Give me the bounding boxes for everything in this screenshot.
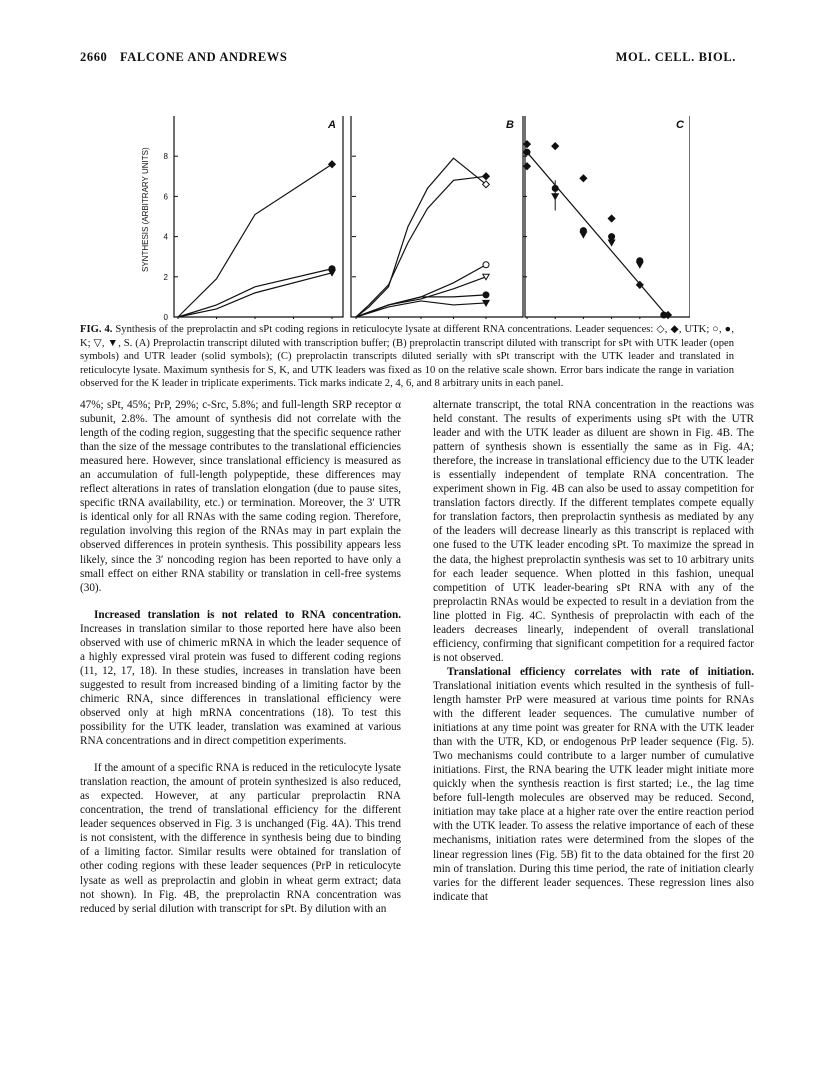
panel-letter: A bbox=[328, 119, 336, 131]
series-line bbox=[178, 164, 332, 317]
figure-plot-layer bbox=[164, 119, 685, 320]
right-paragraph-2: Translational initiation events which resulted in the synthesis of full-length hamster PrP were measured at various time points for RNAs with the different leader sequences. The cumulative number of initiations at any time point was greater for RNA with the UTK leader than with the UTR, KD, or endogenous PrP leader sequence (Fig. 5). Two mechanisms could contribute to a larger number of cumulative initiations. First, the RNA bearing the UTK leader might initiate more quickly when the synthesis reaction is first started; i.e., the lag time before full-length molecules are observed may be reduced. Second, initiation may take place at a higher rate over the entire reaction period with the UTK leader. To assess the relative importance of each of these mechanisms, initiation rates were determined from the slopes of the linear regression lines (Fig. 5B) fit to the data obtained for the first 20 min of translation. During this time period, the rate of initiation clearly varies for the different leader sequences. These regression lines also indicate that bbox=[433, 679, 754, 903]
data-point bbox=[608, 240, 614, 246]
section-heading-rna-concentration: Increased translation is not related to RNA concentration. bbox=[94, 608, 401, 621]
series-end-marker bbox=[483, 262, 489, 268]
series-end-marker bbox=[483, 173, 490, 180]
left-paragraph-3: If the amount of a specific RNA is reduced in the reticulocyte lysate translation reaction, the amount of protein synthesized is also reduced, as expected. However, at any particular preprolactin RNA concentration, the trend of translational efficiency for the different leader sequences observed in Fig. 3 is unchanged (Fig. 4A). This trend is not consistent, with the difference in synthesis being due to binding of a limiting factor. Similar results were obtained for translation of other coding regions with these leader sequences (PrP in reticulocyte lysate as well as preprolactin and globin in wheat germ extract; data not shown). In Fig. 4B, the preprolactin RNA concentration was reduced by serial dilution with transcript for sPt. By dilution with an bbox=[80, 762, 401, 915]
left-paragraph-1: 47%; sPt, 45%; PrP, 29%; c-Src, 5.8%; and full-length SRP receptor α subunit, 2.8%. The amount of synthesis did not correlate with the length of the coding region, suggesting that the specific sequence rather than the size of the message contributes to the translational efficiencies measured here. However, since translational efficiency is measured as an accumulation of full-length polypeptide, these differences may reflect alterations in rates of translation elongation (due to pause sites, specific tRNA availability, etc.) or termination. Moreover, the 3′ UTR is identical only for all RNAs with the same coding region. Therefore, regulation involving this region of the RNAs may in part explain the observed differences in protein synthesis. This possibility appears less likely, since the 3′ noncoding region has been reported to have only a small effect on either RNA stability or translation in cell-free systems (30). bbox=[80, 399, 401, 594]
data-point bbox=[580, 232, 586, 238]
data-point bbox=[609, 234, 615, 240]
page-number: 2660 bbox=[80, 50, 108, 64]
panel-letter: B bbox=[506, 119, 514, 131]
series-end-marker bbox=[483, 292, 489, 298]
panel-c-frame bbox=[525, 116, 690, 317]
data-point bbox=[552, 185, 558, 191]
left-paragraph-2: Increases in translation similar to those reported here have also been observed with use of chimeric mRNA in which the leader sequence of a highly expressed viral protein was fused to different coding regions (11, 12, 17, 18). In these studies, increases in translation have been suggested to result from increased binding of a limiting factor by the chimeric RNA, since differences in translational efficiency were observed only at high mRNA concentrations (18). To test this possibility for the UTK leader, translation was examined at various RNA concentrations and in direct competition experiments. bbox=[80, 622, 401, 748]
y-tick-label: 8 bbox=[163, 152, 168, 162]
caption-text: Synthesis of the preprolactin and sPt coding regions in reticulocyte lysate at different RNA concentrations. Leader sequences: ◇, ◆, UTK; ○, ●, K; ▽, ▼, S. (A) Preprolactin transcript diluted with transcription buffer; (B) preprolactin transcript diluted with transcript for sPt with UTK leader (open symbols) and UTR leader (solid symbols); (C) preprolactin transcripts diluted serially with sPt transcript with the UTK leader and translated in reticulocyte lysate. Maximum synthesis for S, K, and UTK leaders was fixed as 10 on the relative scale shown. Error bars indicate the range in variation observed for the K leader in triplicate experiments. Tick marks indicate 2, 4, 6, and 8 arbitrary units in each panel. bbox=[80, 324, 734, 390]
panel-b-frame bbox=[351, 116, 523, 317]
left-column bbox=[80, 398, 401, 916]
series-line bbox=[356, 301, 486, 317]
journal-name: MOL. CELL. BIOL. bbox=[615, 50, 736, 64]
y-tick-label: 4 bbox=[163, 232, 168, 242]
running-header bbox=[80, 50, 736, 68]
panel-letter: C bbox=[676, 119, 684, 131]
data-point bbox=[580, 175, 587, 182]
right-column bbox=[433, 398, 754, 904]
y-tick-label: 2 bbox=[163, 272, 168, 282]
y-tick-label: 6 bbox=[163, 192, 168, 202]
regression-line bbox=[527, 152, 668, 317]
figure-4 bbox=[130, 100, 690, 320]
data-point bbox=[552, 194, 558, 200]
series-end-marker bbox=[329, 161, 336, 168]
right-paragraph-1: alternate transcript, the total RNA concentration in the reactions was held constant. The results of experiments using sPt with the UTR leader and with the UTK leader as diluent are shown in Fig. 4B. The pattern of synthesis shown is essentially the same as in Fig. 4A; therefore, the increase in translational efficiency due to the UTK leader is essentially independent of template RNA concentration. The experiment shown in Fig. 4B can also be used to assay competition for translation factors directly. If the different templates compete equally for translation factors, then preprolactin synthesis as mediated by any of the leaders will decrease linearly as this transcript is replaced with one fused to the UTK leader encoding sPt. To maximize the spread in the data, the highest preprolactin synthesis was set to 10 arbitrary units for each leader sequence. When plotted in this fashion, unequal competition of UTK leader-bearing sPt RNA with any of the preprolactin RNAs would be expected to result in a deviation from the line plotted in Fig. 4C. Synthesis of preprolactin with each of the leaders decreases linearly, independent of overall translational efficiency, confirming that significant competition for a required factor is not observed. bbox=[433, 399, 754, 664]
data-point bbox=[524, 149, 530, 155]
figure-caption bbox=[80, 323, 734, 391]
series-line bbox=[356, 158, 486, 317]
section-heading-initiation-rate: Translational efficiency correlates with rate of initiation. bbox=[447, 665, 754, 678]
data-point bbox=[608, 215, 615, 222]
data-point bbox=[552, 143, 559, 150]
panel-a-frame bbox=[174, 116, 343, 317]
y-axis-label: SYNTHESIS (ARBITRARY UNITS) bbox=[141, 147, 150, 272]
data-point bbox=[637, 262, 643, 268]
caption-label: FIG. 4. bbox=[80, 324, 113, 335]
y-tick-label: 0 bbox=[163, 313, 168, 320]
running-authors: FALCONE AND ANDREWS bbox=[120, 50, 288, 64]
